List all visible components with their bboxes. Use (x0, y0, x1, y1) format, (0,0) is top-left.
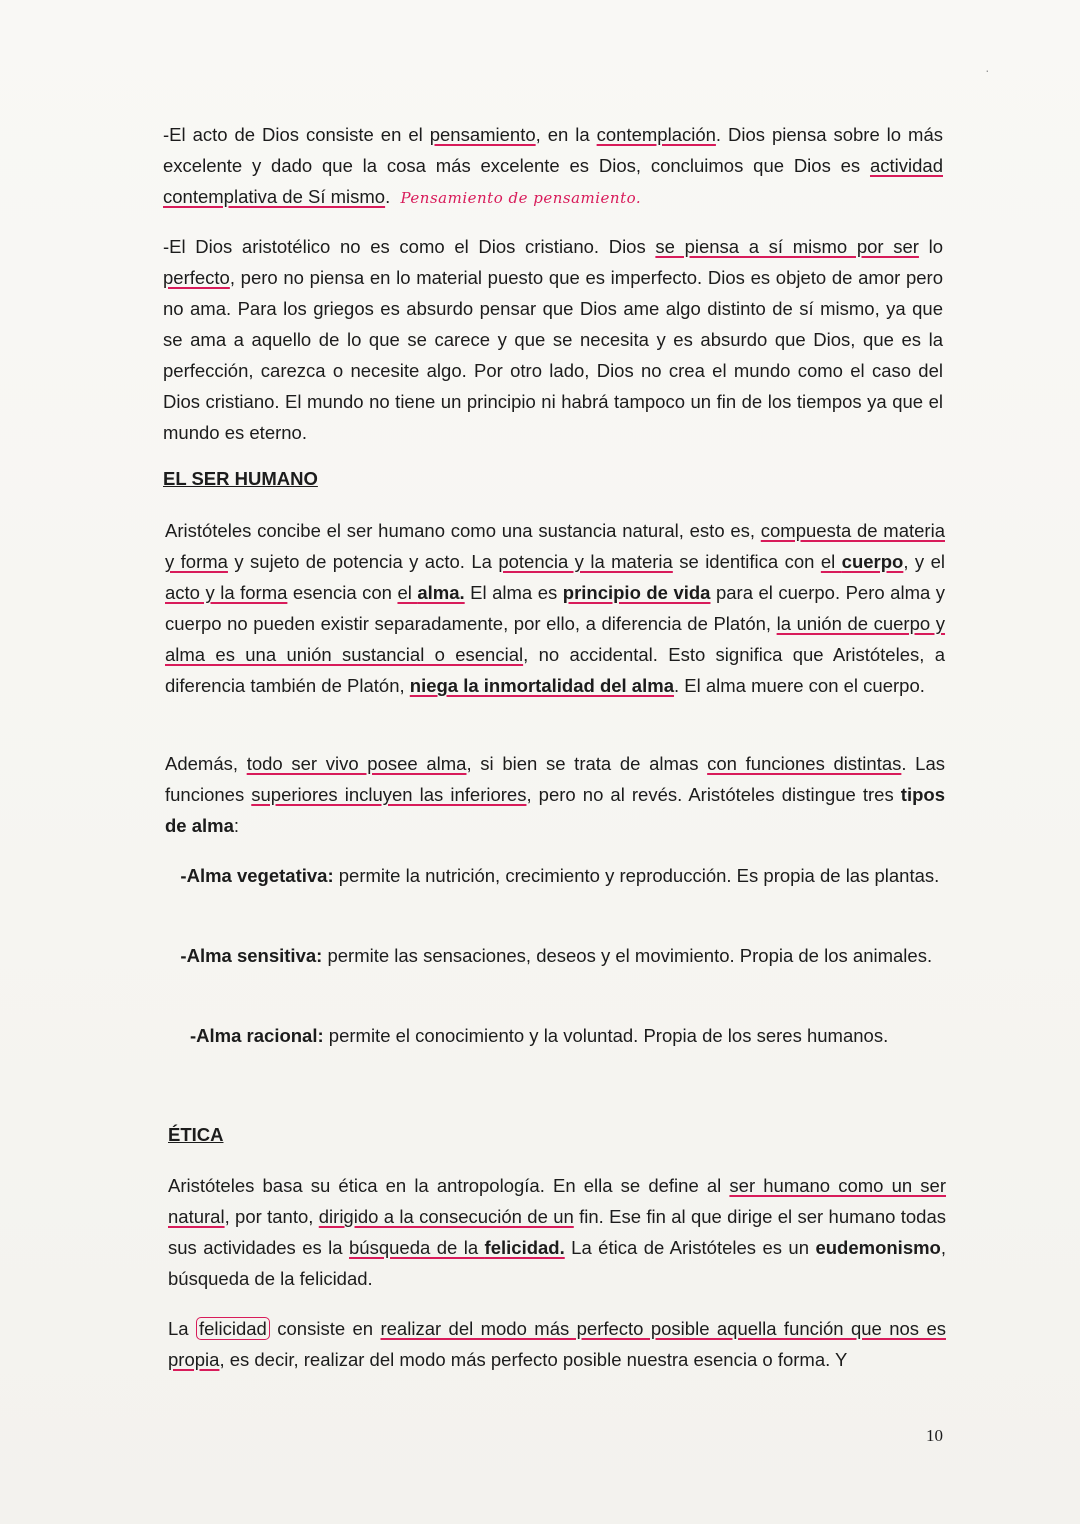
boxed-felicidad: felicidad (196, 1317, 270, 1340)
page-number: 10 (926, 1426, 943, 1445)
paragraph-human-being: Aristóteles concibe el ser humano como una sustancia natural, esto es, compuesta de materia y forma y sujeto de potencia y acto. La potencia y la materia se identifica con el cuerpo, y el acto y la forma esencia con el alma. El alma es principio de vida para el cuerpo. Pero alma y cuerpo no pueden existir separadamente, por ello, a diferencia de Platón, la unión de cuerpo y alma es una unión sustancial o esencial, no accidental. Esto significa que Aristóteles, a diferencia también de Platón, niega la inmortalidad del alma. El alma muere con el cuerpo. (165, 520, 946, 696)
underline-se-piensa: se piensa a sí mismo por ser (655, 236, 919, 257)
soul-item-vegetativa: -Alma vegetativa: permite la nutrición, crecimiento y reproducción. Es propia de las plantas. (180, 865, 940, 886)
scan-speck: · (985, 62, 990, 78)
paragraph-ethics: Aristóteles basa su ética en la antropología. En ella se define al ser humano como un ser natural, por tanto, dirigido a la consecución de un fin. Ese fin al que dirige el ser humano todas sus actividades es la búsqueda de la felicidad. La ética de Aristóteles es un eudemonismo, búsqueda de la felicidad. (168, 1175, 947, 1289)
underline-actividad: actividad contemplativa de Sí mismo (163, 155, 943, 207)
paragraph-soul-types: Además, todo ser vivo posee alma, si bien se trata de almas con funciones distintas. Las funciones superiores incluyen las inferiores, pero no al revés. Aristóteles distingue tres tipos de alma: (165, 753, 946, 836)
soul-item-racional: -Alma racional: permite el conocimiento y la voluntad. Propia de los seres humanos. (190, 1025, 889, 1046)
section-heading-ser-humano: EL SER HUMANO (163, 468, 318, 489)
handwritten-note: Pensamiento de pensamiento. (400, 189, 642, 207)
soul-item-sensitiva: -Alma sensitiva: permite las sensaciones, deseos y el movimiento. Propia de los animales. (180, 945, 933, 966)
underline-pensamiento: pensamiento (429, 124, 536, 145)
underline-contemplacion: contemplación (596, 124, 716, 145)
paragraph-god-act: -El acto de Dios consiste en el pensamiento, en la contemplación. Dios piensa sobre lo más excelente y dado que la cosa más excelente es Dios, concluimos que Dios es actividad contemplativa de Sí mismo. Pensamiento de pensamiento. (163, 124, 943, 207)
paragraph-happiness: La felicidad consiste en realizar del modo más perfecto posible aquella función que nos es propia, es decir, realizar del modo más perfecto posible nuestra esencia o forma. Y (168, 1318, 946, 1370)
underline-perfecto: perfecto (163, 267, 230, 288)
section-heading-etica: ÉTICA (168, 1124, 224, 1145)
paragraph-aristotelian-god: -El Dios aristotélico no es como el Dios cristiano. Dios se piensa a sí mismo por ser lo perfecto, pero no piensa en lo material puesto que es imperfecto. Dios es objeto de amor pero no ama. Para los griegos es absurdo pensar que Dios ame algo distinto de sí mismo, ya que se ama a aquello de lo que se carece y que se necesita y es absurdo que Dios, que es la perfección, carezca o necesite algo. Por otro lado, Dios no crea el mundo como el caso del Dios cristiano. El mundo no tiene un principio ni habrá tampoco un fin de los tiempos ya que el mundo es eterno. (163, 236, 943, 443)
